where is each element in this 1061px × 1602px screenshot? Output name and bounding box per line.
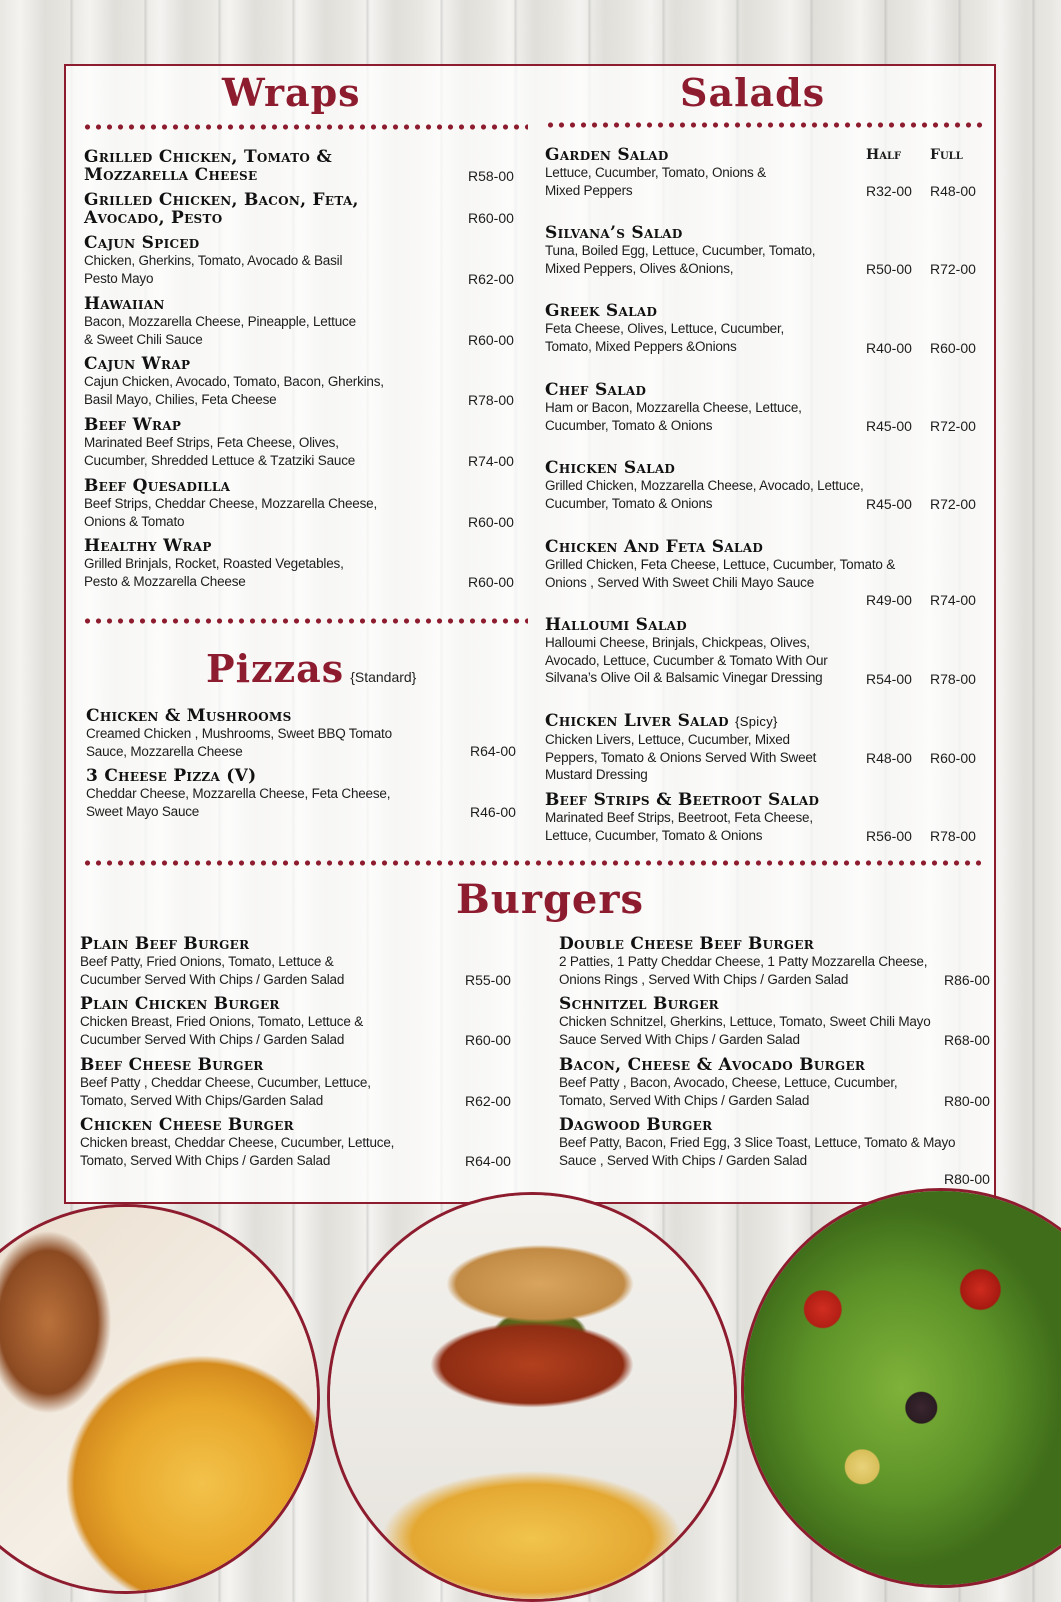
item-name: Beef Strips & Beetroot Salad xyxy=(545,790,820,810)
item-description: Halloumi Cheese, Brinjals, Chickpeas, Olives, Avocado, Lettuce, Cucumber & Tomato With Our Silvana’s Olive Oil & Balsamic Vinegar Dressing xyxy=(545,635,828,685)
wrap-item xyxy=(84,191,414,227)
item-name: Grilled Chicken, Bacon, Feta, Avocado, Pesto xyxy=(84,190,359,228)
salad-item xyxy=(545,712,985,784)
pizzas-divider xyxy=(82,618,528,624)
item-description: Beef Patty , Cheddar Cheese, Cucumber, Lettuce, Tomato, Served With Chips/Garden Salad xyxy=(80,1075,371,1108)
item-description: Bacon, Mozzarella Cheese, Pineapple, Lettuce & Sweet Chili Sauce xyxy=(84,314,356,347)
item-name: Halloumi Salad xyxy=(545,615,687,635)
full-price: R60-00 xyxy=(930,340,976,356)
item-description: Grilled Chicken, Mozzarella Cheese, Avocado, Lettuce, Cucumber, Tomato & Onions xyxy=(545,478,864,511)
half-price: R40-00 xyxy=(866,340,912,356)
item-price: R62-00 xyxy=(465,1093,511,1109)
wrap-item xyxy=(84,355,384,408)
wraps-heading: Wraps xyxy=(222,70,361,115)
item-name: Cajun Spiced xyxy=(84,233,200,253)
item-name xyxy=(86,767,416,785)
wrap-item xyxy=(84,148,414,184)
item-name: Chicken And Feta Salad xyxy=(545,537,764,557)
item-description: Beef Patty, Fried Onions, Tomato, Lettuce & Cucumber Served With Chips / Garden Salad xyxy=(80,954,345,987)
item-name: Chef Salad xyxy=(545,380,647,400)
item-price: R68-00 xyxy=(944,1032,990,1048)
item-price: R46-00 xyxy=(470,804,516,820)
item-description: Chicken Breast, Fried Onions, Tomato, Lettuce & Cucumber Served With Chips / Garden Salad xyxy=(80,1014,363,1047)
item-name: Plain Beef Burger xyxy=(80,934,250,954)
pizzas-note: {Standard} xyxy=(350,669,417,685)
half-price: R45-00 xyxy=(866,496,912,512)
wrap-item xyxy=(84,234,364,287)
burger-item xyxy=(80,1116,430,1169)
item-name: Cajun Wrap xyxy=(84,354,191,374)
salad-item xyxy=(545,616,985,687)
salads-divider xyxy=(545,122,983,128)
burger-and-chips-photo xyxy=(327,1192,737,1602)
salad-item xyxy=(545,381,825,434)
item-description: Creamed Chicken , Mushrooms, Sweet BBQ Tomato Sauce, Mozzarella Cheese xyxy=(86,726,392,759)
full-price: R78-00 xyxy=(930,828,976,844)
item-price: R78-00 xyxy=(468,392,514,408)
item-price: R64-00 xyxy=(465,1153,511,1169)
item-price: R80-00 xyxy=(944,1093,990,1109)
full-column-header: Full xyxy=(930,147,963,163)
item-description: Marinated Beef Strips, Beetroot, Feta Cheese, Lettuce, Cucumber, Tomato & Onions xyxy=(545,810,813,843)
item-name: Grilled Chicken, Tomato & Mozzarella Cheese xyxy=(84,147,333,185)
item-name: Garden Salad xyxy=(545,145,669,165)
item-name-text: 3 Cheese Pizza xyxy=(86,766,221,786)
pizza-item xyxy=(86,767,416,820)
item-price: R86-00 xyxy=(944,972,990,988)
vegetarian-marker: (V) xyxy=(226,766,257,786)
wrap-item xyxy=(84,537,374,590)
wrap-item xyxy=(84,477,404,530)
item-description: Cheddar Cheese, Mozzarella Cheese, Feta Cheese, Sweet Mayo Sauce xyxy=(86,786,391,819)
half-price: R56-00 xyxy=(866,828,912,844)
burger-item xyxy=(559,1116,999,1169)
salad-item xyxy=(545,538,915,591)
salads-heading: Salads xyxy=(680,70,826,115)
burger-item xyxy=(559,1056,939,1109)
item-price: R60-00 xyxy=(468,574,514,590)
pizzas-heading xyxy=(206,646,416,691)
item-name: Dagwood Burger xyxy=(559,1115,713,1135)
full-price: R72-00 xyxy=(930,261,976,277)
item-name: Greek Salad xyxy=(545,301,658,321)
salad-item xyxy=(545,791,985,844)
salad-item xyxy=(545,146,785,199)
full-price: R60-00 xyxy=(930,750,976,766)
item-description: Lettuce, Cucumber, Tomato, Onions & Mixed Peppers xyxy=(545,165,766,198)
half-price: R50-00 xyxy=(866,261,912,277)
item-name: Beef Cheese Burger xyxy=(80,1055,264,1075)
item-price: R60-00 xyxy=(465,1032,511,1048)
half-price: R49-00 xyxy=(866,592,912,608)
item-name: Chicken Salad xyxy=(545,458,676,478)
item-price: R60-00 xyxy=(468,210,514,226)
burger-item xyxy=(559,995,939,1048)
item-description: Cajun Chicken, Avocado, Tomato, Bacon, Gherkins, Basil Mayo, Chilies, Feta Cheese xyxy=(84,374,384,407)
item-description: Beef Patty, Bacon, Fried Egg, 3 Slice Toast, Lettuce, Tomato & Mayo Sauce , Served With Chips / Garden Salad xyxy=(559,1135,956,1168)
pizzas-title: Pizzas xyxy=(206,646,345,691)
item-description: Grilled Chicken, Feta Cheese, Lettuce, Cucumber, Tomato & Onions , Served With Sweet Chili Mayo Sauce xyxy=(545,557,896,590)
burger-item xyxy=(80,935,380,988)
item-name: Chicken Cheese Burger xyxy=(80,1115,294,1135)
item-name: Chicken & Mushrooms xyxy=(86,706,292,726)
item-price: R58-00 xyxy=(468,168,514,184)
item-description: Ham or Bacon, Mozzarella Cheese, Lettuce, Cucumber, Tomato & Onions xyxy=(545,400,802,433)
item-description: Tuna, Boiled Egg, Lettuce, Cucumber, Tomato, Mixed Peppers, Olives &Onions, xyxy=(545,243,816,276)
spicy-note: {Spicy} xyxy=(735,714,778,729)
pizza-item xyxy=(86,707,396,760)
item-name: Silvana’s Salad xyxy=(545,223,683,243)
item-description: Chicken, Gherkins, Tomato, Avocado & Basil Pesto Mayo xyxy=(84,253,343,286)
salad-item xyxy=(545,459,895,512)
item-name: Plain Chicken Burger xyxy=(80,994,280,1014)
item-price: R55-00 xyxy=(465,972,511,988)
item-description: Beef Patty , Bacon, Avocado, Cheese, Lettuce, Cucumber, Tomato, Served With Chips / Garden Salad xyxy=(559,1075,898,1108)
wraps-divider xyxy=(82,124,528,130)
item-name xyxy=(545,712,985,731)
item-name: Hawaiian xyxy=(84,294,165,314)
full-price: R78-00 xyxy=(930,671,976,687)
full-price: R74-00 xyxy=(930,592,976,608)
item-price: R74-00 xyxy=(468,453,514,469)
burgers-heading: Burgers xyxy=(456,876,644,923)
half-price: R32-00 xyxy=(866,183,912,199)
item-description: Chicken Livers, Lettuce, Cucumber, Mixed Peppers, Tomato & Onions Served With Sweet Mustard Dressing xyxy=(545,732,817,782)
full-price: R72-00 xyxy=(930,496,976,512)
burger-item xyxy=(80,1056,410,1109)
half-column-header: Half xyxy=(866,147,902,163)
half-price: R45-00 xyxy=(866,418,912,434)
wrap-item xyxy=(84,416,394,469)
half-price: R48-00 xyxy=(866,750,912,766)
burger-item xyxy=(80,995,390,1048)
item-description: Chicken Schnitzel, Gherkins, Lettuce, Tomato, Sweet Chili Mayo Sauce Served With Chips / Garden Salad xyxy=(559,1014,931,1047)
full-price: R48-00 xyxy=(930,183,976,199)
item-name: Bacon, Cheese & Avocado Burger xyxy=(559,1055,866,1075)
item-name: Beef Quesadilla xyxy=(84,476,231,496)
salad-item xyxy=(545,224,845,277)
item-name: Beef Wrap xyxy=(84,415,182,435)
item-description: Chicken breast, Cheddar Cheese, Cucumber, Lettuce, Tomato, Served With Chips / Garden Salad xyxy=(80,1135,395,1168)
item-description: Grilled Brinjals, Rocket, Roasted Vegetables, Pesto & Mozzarella Cheese xyxy=(84,556,344,589)
item-price: R60-00 xyxy=(468,332,514,348)
item-name: Healthy Wrap xyxy=(84,536,212,556)
item-description: Beef Strips, Cheddar Cheese, Mozzarella Cheese, Onions & Tomato xyxy=(84,496,378,529)
salad-item xyxy=(545,302,815,355)
item-name: Schnitzel Burger xyxy=(559,994,719,1014)
item-description: 2 Patties, 1 Patty Cheddar Cheese, 1 Patty Mozzarella Cheese, Onions Rings , Served With Chips / Garden Salad xyxy=(559,954,928,987)
item-name-text: Chicken Liver Salad xyxy=(545,711,729,731)
item-price: R80-00 xyxy=(944,1171,990,1187)
burgers-divider xyxy=(82,860,982,866)
item-price: R62-00 xyxy=(468,271,514,287)
burger-item xyxy=(559,935,959,988)
item-name: Double Cheese Beef Burger xyxy=(559,934,814,954)
full-price: R72-00 xyxy=(930,418,976,434)
wrap-item xyxy=(84,295,364,348)
item-price: R64-00 xyxy=(470,743,516,759)
item-description: Marinated Beef Strips, Feta Cheese, Olives, Cucumber, Shredded Lettuce & Tzatziki Sauce xyxy=(84,435,356,468)
half-price: R54-00 xyxy=(866,671,912,687)
item-price: R60-00 xyxy=(468,514,514,530)
wrap-and-chips-photo xyxy=(0,1204,320,1594)
salad-photo xyxy=(741,1188,1061,1588)
item-description: Feta Cheese, Olives, Lettuce, Cucumber, Tomato, Mixed Peppers &Onions xyxy=(545,321,785,354)
